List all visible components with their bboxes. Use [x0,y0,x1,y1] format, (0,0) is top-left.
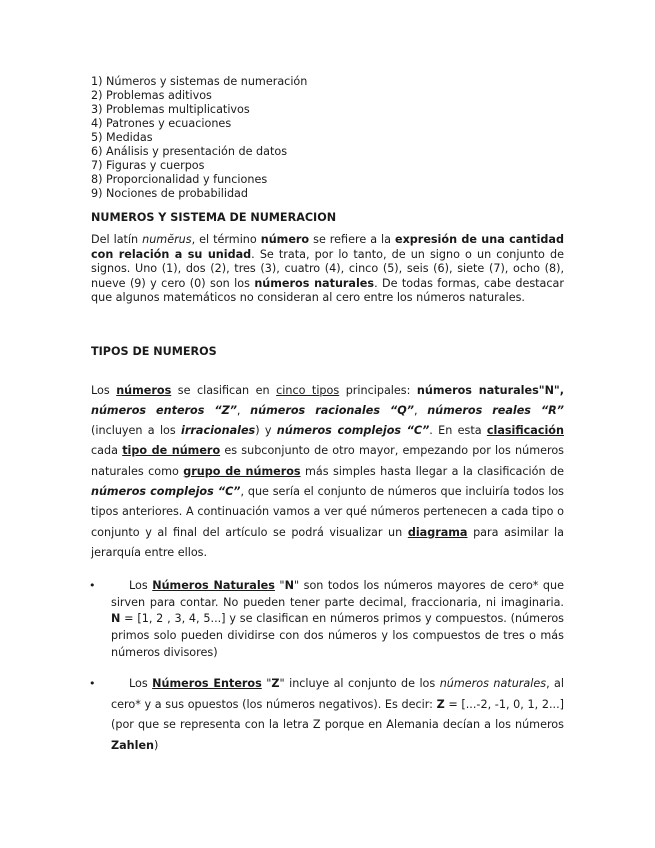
list-item: 2) Problemas aditivos [91,89,212,102]
topics-list [91,75,564,201]
list-item: 8) Proporcionalidad y funciones [91,173,268,186]
number-types-list [0,578,564,756]
list-item-enteros: • Los Números Enteros "Z" incluye al conjunto de los números naturales, al cero* y a sus opuestos (los números negativos). Es decir: Z = [...-2, -1, 0, 1, 2...] (por que se representa con la letra Z porque en Alemania decían a los números Zahlen) [0,674,564,756]
link-diagrama[interactable]: diagrama [407,525,468,539]
document-page [91,75,564,757]
paragraph-definition: Del latín numĕrus, el término número se refiere a la expresión de una cantidad con relación a su unidad. Se trata, por lo tanto, de un signo o un conjunto de signos. Uno (1), dos (2), tres (3), cuatro (4), cinco (5), seis (6), siete (7), ocho (8), nueve (9) y cero (0) son los números naturales. De todas formas, cabe destacar que algunos matemáticos no consideran al cero entre los números naturales. [91,233,565,304]
list-item: 1) Números y sistemas de numeración [91,75,308,88]
list-item: 3) Problemas multiplicativos [91,103,250,116]
list-item: 6) Análisis y presentación de datos [91,145,288,158]
link-clasificacion[interactable]: clasificación [486,424,564,438]
list-item-naturales: • Los Números Naturales "N" son todos los números mayores de cero* que sirven para contar. No pueden tener parte decimal, fraccionaria, ni imaginaria. N = [1, 2 , 3, 4, 5...] y se clasifican en números primos y compuestos. (números primos solo pueden dividirse con dos números y los compuestos de tres o más números divisores) [89,579,564,659]
bullet-icon: • [89,579,96,593]
link-numeros-enteros[interactable]: Números Enteros [152,677,262,691]
list-item: 7) Figuras y cuerpos [91,159,205,172]
list-item: 9) Nociones de probabilidad [91,187,248,200]
paragraph-types: Los números se clasifican en cinco tipos principales: números naturales"N", números enteros “Z”, números racionales “Q”, números reales “R” (incluyen a los irracionales) y números complejos “C”. En esta clasificación cada tipo de número es subconjunto de otro mayor, empezando por los números naturales como grupo de números más simples hasta llegar a la clasificación de números complejos “C”, que sería el conjunto de números que incluiría todos los tipos anteriores. A continuación vamos a ver qué números pertenecen a cada tipo o conjunto y al final del artículo se podrá visualizar un diagrama para asimilar la jerarquía entre ellos. [91,383,565,559]
link-tipo-de-numero[interactable]: tipo de número [122,444,221,458]
section-heading-tipos: TIPOS DE NUMEROS [91,344,217,358]
bullet-icon: • [89,677,96,691]
link-numeros[interactable]: números [116,383,172,397]
list-item: 4) Patrones y ecuaciones [91,117,232,130]
link-grupo-de-numeros[interactable]: grupo de números [183,464,301,478]
link-cinco-tipos[interactable]: cinco tipos [276,383,340,397]
link-numeros-naturales[interactable]: Números Naturales [152,579,275,593]
section-heading-numeros: NUMEROS Y SISTEMA DE NUMERACION [91,211,337,224]
list-item: 5) Medidas [91,131,153,144]
